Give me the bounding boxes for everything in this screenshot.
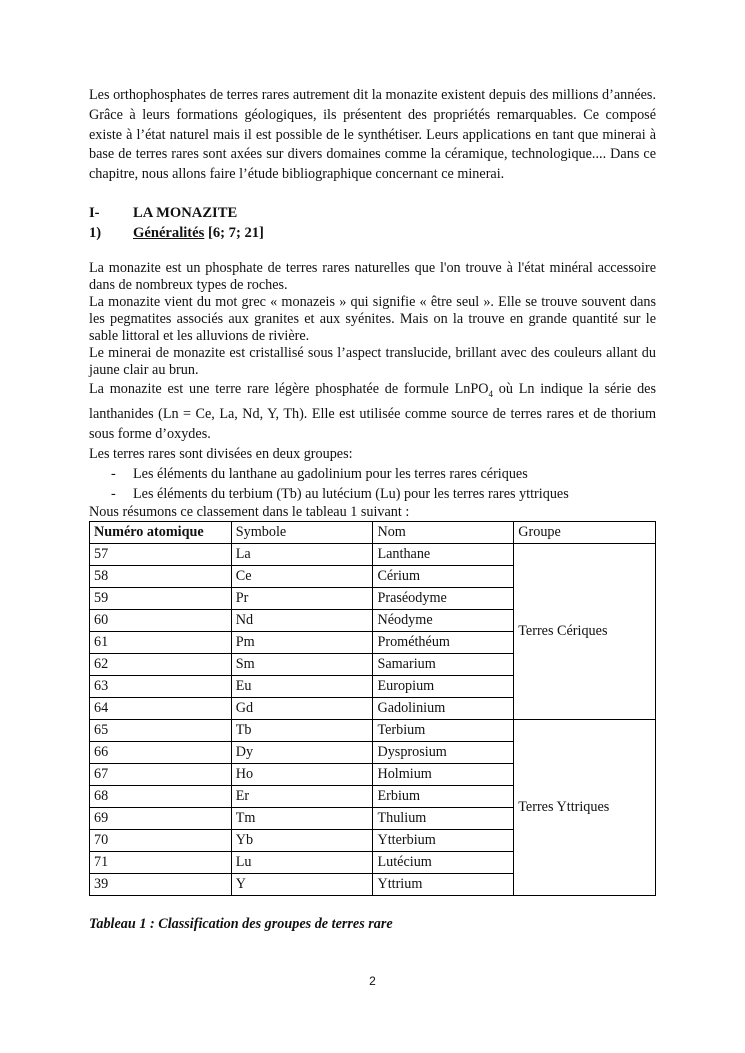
header-symbol: Symbole [231,521,373,543]
group-cell-cerium: Terres Cériques [514,543,656,719]
group-cell-yttrium: Terres Yttriques [514,719,656,895]
groups-list [89,464,656,504]
table-row: 58 Ce Cérium [90,565,656,587]
table-row: 71 Lu Lutécium [90,851,656,873]
paragraph-etymology: La monazite vient du mot grec « monazeis » qui signifie « être seul ». Elle se trouve souvent dans les pegmatites associés aux granites et aux syénites. Mais on la trouve en grande quantité sur le sable littoral et les alluvions de rivière. [89,293,656,344]
table-row: 70 Yb Ytterbium [90,829,656,851]
paragraph-formula: La monazite est une terre rare légère phosphatée de formule LnPO$_4$ où Ln indique la série des lanthanides (Ln = Ce, La, Nd, Y, Th). Elle est utilisée comme source de terres rares et de thorium sous forme d’oxydes. [89,380,656,442]
table-caption: Tableau 1 : Classification des groupes de terres rare [89,915,393,932]
list-item: - Les éléments du terbium (Tb) au lutécium (Lu) pour les terres rares yttriques [111,485,569,502]
table-row: 68 Er Erbium [90,785,656,807]
table-row: 59 Pr Praséodyme [90,587,656,609]
section-heading [89,203,656,223]
bullet-dash: - [111,465,116,482]
intro-paragraph: Les orthophosphates de terres rares autrement dit la monazite existent depuis des millions d’années. Grâce à leurs formations géologiques, ils présentent des propriétés remarquables. Ce composé existe à l’état naturel mais il est possible de le synthétiser. Leurs applications en tant que minerai à base de terres rares sont axées sur divers domaines comme la céramique, technologique.... Dans ce chapitre, nous allons faire l’étude bibliographique concernant ce minerai. [89,87,656,183]
table-row: 60 Nd Néodyme [90,609,656,631]
table-row: 69 Tm Thulium [90,807,656,829]
section-title: LA MONAZITE [133,204,238,221]
table-row: 61 Pm Prométhéum [90,631,656,653]
bullet-dash: - [111,485,116,502]
subsection-heading [89,223,656,243]
table-row: 66 Dy Dysprosium [90,741,656,763]
header-name: Nom [373,521,514,543]
paragraph-definition: La monazite est un phosphate de terres rares naturelles que l'on trouve à l'état minéral accessoire dans de nombreux types de roches. [89,259,656,293]
document-page [89,86,656,933]
table-row: 63 Eu Europium [90,675,656,697]
header-atomic-number: Numéro atomique [90,521,232,543]
table-header-row [90,521,656,543]
table-row: 67 Ho Holmium [90,763,656,785]
section-number: I- [89,204,100,221]
classification-table [89,521,656,896]
table-intro: Nous résumons ce classement dans le tableau 1 suivant : [89,503,410,520]
table-row: 39 Y Yttrium [90,873,656,895]
table-row: 64 Gd Gadolinium [90,697,656,719]
subsection-title: Généralités [133,224,205,241]
subsection-number: 1) [89,224,102,241]
table-row: 57 La Lanthane Terres Cériques [90,543,656,565]
table-row: 62 Sm Samarium [90,653,656,675]
paragraph-appearance: Le minerai de monazite est cristallisé sous l’aspect translucide, brillant avec des couleurs allant du jaune clair au brun. [89,344,656,378]
groups-intro: Les terres rares sont divisées en deux groupes: [89,445,353,462]
header-group: Groupe [514,521,656,543]
list-item: - Les éléments du lanthane au gadolinium pour les terres rares cériques [111,465,528,482]
page-number: 2 [369,974,376,988]
subsection-refs: [6; 7; 21] [204,224,264,241]
table-row: 65 Tb Terbium Terres Yttriques [90,719,656,741]
